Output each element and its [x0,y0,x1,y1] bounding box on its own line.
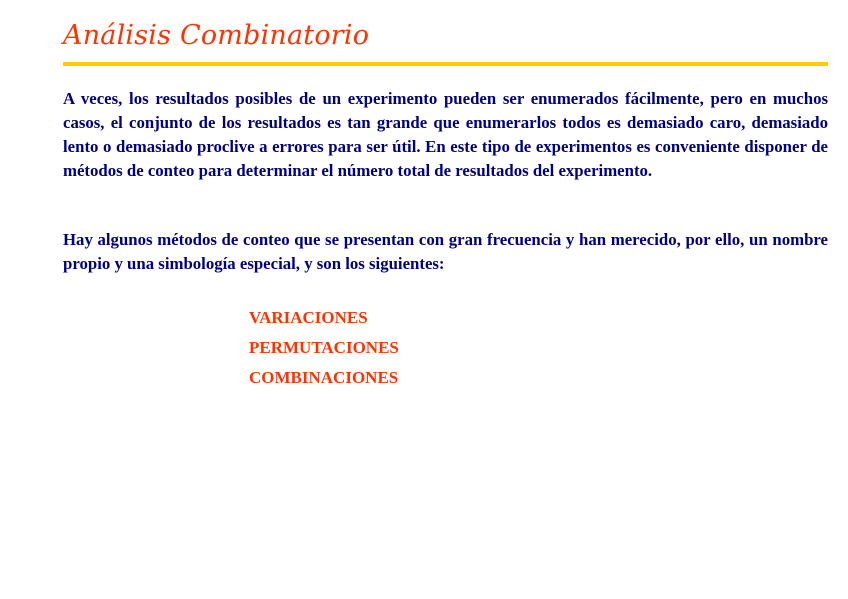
method-item-permutaciones: PERMUTACIONES [249,338,399,357]
title-underline-divider [63,62,828,66]
slide-title: Análisis Combinatorio [63,20,370,51]
intro-paragraph: A veces, los resultados posibles de un experimento pueden ser enumerados fácilmente, pero en muchos casos, el conjunto de los resultados es tan grande que enumerarlos todos es demasiado caro, demasiado lento o demasiado proclive a errores para ser útil. En este tipo de experimentos es conveniente disponer de métodos de conteo para determinar el número total de resultados del experimento. [63,89,828,180]
methods-intro-paragraph: Hay algunos métodos de conteo que se presentan con gran frecuencia y han merecido, por ello, un nombre propio y una simbología especial, y son los siguientes: [63,230,828,273]
method-item-combinaciones: COMBINACIONES [249,368,399,387]
method-item-variaciones: VARIACIONES [249,308,368,327]
counting-methods-list [249,303,399,393]
